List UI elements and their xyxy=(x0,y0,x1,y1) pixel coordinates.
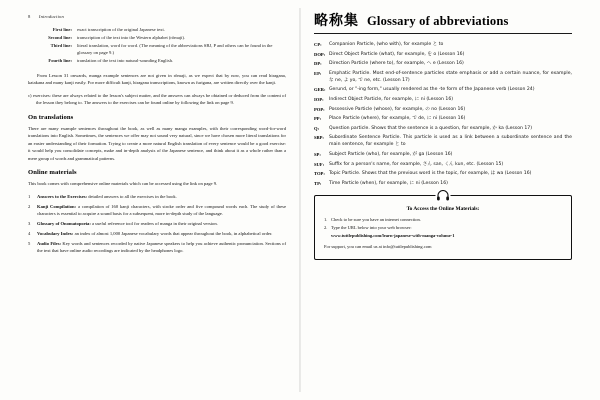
step-text: Type the URL below into your web browser: xyxy=(331,224,412,230)
list-item xyxy=(314,151,572,158)
line-breakdown-list xyxy=(28,26,286,65)
list-item-text xyxy=(37,240,286,255)
list-item xyxy=(314,60,572,67)
list-item xyxy=(314,41,572,48)
abbr-definition: Time Particle (when), for example, に ni (Lesson 16) xyxy=(329,180,448,186)
abbr-key: EP: xyxy=(314,70,322,76)
list-item xyxy=(314,86,572,93)
list-item-title: Audio Files: xyxy=(37,240,62,246)
headphones-icon xyxy=(436,190,451,202)
list-item-title: Kanji Compilation: xyxy=(37,203,77,209)
paragraph-exercises: c) exercises: these are always related to the lesson's subject matter, and the answers can always be obtained or deduced from the content of the lesson they belong to. The answers to the exercises can be found online by following the link on page 9. xyxy=(28,92,286,106)
list-item-text xyxy=(37,220,286,227)
abbreviation-list xyxy=(314,41,572,187)
list-item-number: 4 xyxy=(28,230,31,236)
step-number: 2. xyxy=(324,224,328,230)
left-page xyxy=(10,14,300,390)
list-item xyxy=(314,125,572,132)
list-item xyxy=(28,230,286,237)
list-item xyxy=(28,203,286,218)
paragraph-lesson31: From Lesson 31 onwards, manga example sentences are not given in rōmaji, as we expect that by now, you can read hiragana, katakana and many kanji easily. For more difficult kanji, hiragana transcriptions, known as furigana, are written directly over the kanji. xyxy=(28,72,286,86)
list-item-desc: an index of almost 1,000 Japanese vocabulary words that appear throughout the book, in alphabetical order. xyxy=(74,230,273,236)
abbr-key: SP: xyxy=(314,152,321,157)
list-item xyxy=(314,70,572,85)
abbr-key: SUF: xyxy=(314,161,325,167)
line-label: Fourth line: xyxy=(48,58,72,64)
list-item xyxy=(314,96,572,103)
line-text: translation of the text into natural-sounding English. xyxy=(77,58,174,64)
list-item xyxy=(324,225,562,232)
line-breakdown-item xyxy=(28,42,286,57)
list-item-number: 2 xyxy=(28,203,31,209)
abbr-definition: Topic Particle. Shows that the previous word is the topic, for example, は wa (Lesson 16) xyxy=(329,171,532,177)
abbr-key: DP: xyxy=(314,61,322,67)
line-label: Second line: xyxy=(48,34,72,40)
abbr-definition: Direct Object Particle (what), for example, を o (Lesson 16) xyxy=(329,51,465,57)
glossary-kanji-title: 略称集 xyxy=(314,13,359,29)
online-materials-list xyxy=(28,193,286,255)
list-item xyxy=(28,240,286,255)
list-item xyxy=(314,115,572,122)
list-item-text xyxy=(37,193,286,200)
list-item-desc: a compilation of 160 kanji characters, with stroke order and five compound words each. The study of these characters is essential to acquire a sound basis for a subsequent, more in-depth study of the language. xyxy=(37,203,286,216)
support-text: For support, you can email us at info@tuttlepublishing.com xyxy=(324,243,432,249)
page-folio: 8 xyxy=(28,14,31,19)
glossary-header xyxy=(314,14,572,34)
abbr-definition: Indirect Object Particle, for example, に ni (Lesson 16) xyxy=(329,97,454,102)
abbr-definition: Possessive Particle (whose), for example, の no (Lesson 16) xyxy=(329,106,466,112)
abbr-definition: Direction Particle (where to), for example, へ e (Lesson 16) xyxy=(329,61,464,67)
abbr-definition: Place Particle (where), for example, で de, に ni (Lesson 16) xyxy=(329,116,466,122)
line-breakdown-item xyxy=(28,34,286,41)
step-number-spacer xyxy=(324,233,331,240)
right-page xyxy=(300,14,590,390)
online-steps-list xyxy=(324,217,562,240)
list-item xyxy=(324,233,562,240)
abbr-key: TP: xyxy=(314,180,322,186)
list-item xyxy=(314,51,572,58)
running-head-title: Introduction xyxy=(38,14,65,19)
abbr-key: SBP: xyxy=(314,135,324,141)
line-text: exact transcription of the original Japanese text. xyxy=(77,27,165,32)
list-item xyxy=(324,217,562,224)
abbr-key: Q: xyxy=(314,125,320,131)
running-head xyxy=(28,14,286,19)
abbr-definition: Subject Particle (who), for example, が ga (Lesson 16) xyxy=(329,152,453,157)
line-label: Third line: xyxy=(50,42,72,48)
list-item-title: Answers to the Exercises: xyxy=(37,193,88,199)
section-heading-translations: On translations xyxy=(28,113,74,121)
abbr-definition: Suffix for a person's name, for example, さん san, くん kun, etc. (Lesson 15) xyxy=(329,161,504,167)
abbr-key: GER: xyxy=(314,87,326,93)
list-item-number: 1 xyxy=(28,193,31,199)
line-label: First line: xyxy=(52,27,72,32)
abbr-key: DOP: xyxy=(314,51,326,57)
list-item xyxy=(314,180,572,187)
online-box-title: To Access the Online Materials: xyxy=(406,205,480,212)
abbr-definition: Companion Particle, (who with), for example と to xyxy=(329,42,444,47)
line-breakdown-item xyxy=(28,26,286,33)
list-item-number: 5 xyxy=(28,240,31,246)
list-item-number: 3 xyxy=(28,220,31,226)
list-item xyxy=(314,161,572,168)
abbr-key: IOP: xyxy=(314,97,324,102)
section-body-online-materials: This book comes with comprehensive online materials which can be accessed using the link on page 9. xyxy=(28,181,218,187)
section-heading-online-materials: Online materials xyxy=(28,169,77,177)
abbr-definition: Subordinate Sentence Particle. This particle is used as a link between a subordinate sentence and the main sentence, for example と to xyxy=(329,135,572,148)
list-item-title: Glossary of Onomatopoeia: xyxy=(37,220,91,226)
list-item-desc: Key words and sentences recorded by native Japanese speakers to help you achieve authentic pronunciation. Sections of the text that have online audio recordings are indicated by the headphones logo. xyxy=(37,240,286,254)
list-item-text xyxy=(37,230,286,237)
list-item-desc: detailed answers to all the exercises in the book. xyxy=(88,193,177,199)
list-item-title: Vocabulary Index: xyxy=(37,230,74,236)
abbr-key: POP: xyxy=(314,106,325,112)
list-item-text xyxy=(37,203,286,218)
online-materials-url[interactable]: www.tuttlepublishing.com/learn-japanese-with-manga-volume-1 xyxy=(331,232,455,238)
line-breakdown-item xyxy=(28,57,286,64)
abbr-definition: Question particle. Shows that the sentence is a question, for example, か ka (Lesson 17) xyxy=(329,125,533,131)
glossary-title: Glossary of abbreviations xyxy=(367,14,509,28)
step-text: Check to be sure you have an internet connection. xyxy=(331,216,421,222)
list-item xyxy=(314,106,572,113)
abbr-definition: Gerund, or "-ing form," usually rendered as the -te form of the Japanese verb (Lesson 24) xyxy=(329,87,535,93)
abbr-key: CP: xyxy=(314,42,322,47)
list-item xyxy=(314,134,572,149)
step-number: 1. xyxy=(324,216,328,222)
list-item xyxy=(314,170,572,177)
section-body-translations: There are many example sentences throughout the book, as well as many manga examples, with their corresponding word-for-word translations into English. Sometimes, the sentences we offer may not sound very natural, since we have chosen more literal translations for an easier understanding of their formation. Trying to create a more natural English translation of every sentence would be a good exercise: it would help you consolidate concepts, make and in-depth analysis of the Japanese sentence, and think about it as a whole rather than a mere group of words and grammatical patterns. xyxy=(28,125,286,161)
line-text: literal translation, word for word. (The meaning of the abbreviations SBJ, P and others can be found in the glossary on page 9.) xyxy=(77,42,273,56)
abbr-key: TOP: xyxy=(314,171,325,177)
online-access-box xyxy=(314,195,572,260)
list-item xyxy=(28,193,286,200)
abbr-key: PP: xyxy=(314,116,322,122)
list-item xyxy=(28,220,286,227)
list-item-desc: a useful reference tool for readers of manga in their original version. xyxy=(92,220,218,226)
line-text: transcription of the text into the Western alphabet (rōmaji). xyxy=(77,34,186,40)
abbr-definition: Emphatic Particle. Most end-of-sentence particles state emphasis or add a certain nuance, for example, な ne, よ yo, で ne, etc. (Lesson 17) xyxy=(329,70,572,83)
